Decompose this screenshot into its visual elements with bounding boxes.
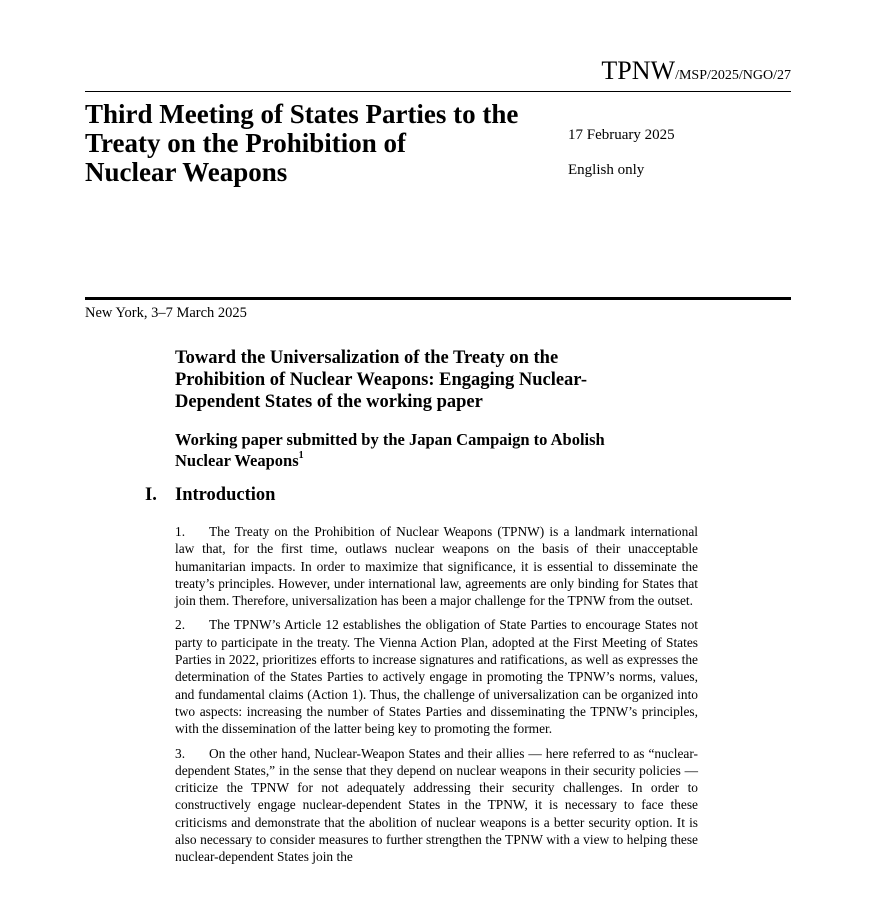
paragraph-text: The Treaty on the Prohibition of Nuclear Weapons (TPNW) is a landmark international law that, for the first time, outlaws nuclear weapons on the basis of their unacceptable humanitarian impacts. In order to maximize that significance, it is essential to disseminate the treaty’s principles. However, under international law, agreements are only binding for States that join them. Therefore, universalization has been a major challenge for the TPNW from the outset. (175, 524, 698, 609)
masthead-rule (85, 297, 791, 300)
document-language: English only (568, 162, 645, 178)
meeting-title-line: Treaty on the Prohibition of (85, 128, 407, 158)
paragraph-number: 3. (175, 745, 186, 761)
meeting-title-line: Nuclear Weapons (85, 157, 288, 187)
paper-title (175, 347, 675, 413)
document-date: 17 February 2025 (568, 127, 675, 143)
paragraph-text: The TPNW’s Article 12 establishes the obligation of State Parties to encourage States not party to participate in the treaty. The Vienna Action Plan, adopted at the First Meeting of States Parties in 2022, prioritizes efforts to increase signatures and ratifications, as well as expresses the determination of the States Parties to actively engage in promoting the TPNW’s norms, values, and fundamental claims (Action 1). Thus, the challenge of universalization can be organized into two aspects: increasing the number of States Parties and disseminating the TPNW’s principles, with the dissemination of the latter being key to promoting the former. (175, 617, 698, 737)
paragraph-text: On the other hand, Nuclear-Weapon States and their allies — here referred to as “nuclear-dependent States,” in the sense that they depend on nuclear weapons in their security policies — criticize the TPNW for not adequately addressing their security challenges. In order to constructively engage nuclear-dependent States in the TPNW, it is necessary to face these criticisms and demonstrate that the abolition of nuclear weapons is a better security option. It is also necessary to consider measures to further strengthen the TPNW with a view to helping these nuclear-dependent States join the (175, 745, 698, 865)
footnote-marker[interactable]: 1 (298, 450, 304, 461)
document-symbol-main: TPNW (601, 56, 676, 85)
paragraph-number: 1. (175, 524, 186, 539)
body-text (175, 523, 698, 873)
paper-title-line: Dependent States of the working paper (175, 392, 483, 412)
section-heading: Introduction (175, 485, 276, 505)
paper-title-line: Prohibition of Nuclear Weapons: Engaging Nuclear- (175, 370, 587, 390)
meeting-venue: New York, 3–7 March 2025 (85, 305, 247, 321)
section-number: I. (145, 485, 157, 505)
document-symbol-suffix: /MSP/2025/NGO/27 (675, 68, 791, 83)
paragraph-number: 2. (175, 617, 186, 633)
paper-title-line: Toward the Universalization of the Treaty on the (175, 348, 559, 368)
paragraph (175, 745, 698, 866)
header-rule (85, 91, 791, 92)
paragraph (175, 523, 698, 609)
document-symbol (601, 56, 791, 91)
submitter-text-line: Working paper submitted by the Japan Campaign to Abolish (175, 430, 605, 449)
meeting-title-line: Third Meeting of States Parties to the (85, 99, 519, 129)
submitter-line (175, 429, 695, 471)
paragraph (175, 616, 698, 737)
meeting-title (85, 100, 555, 187)
submitter-text-line: Nuclear Weapons (175, 451, 299, 470)
